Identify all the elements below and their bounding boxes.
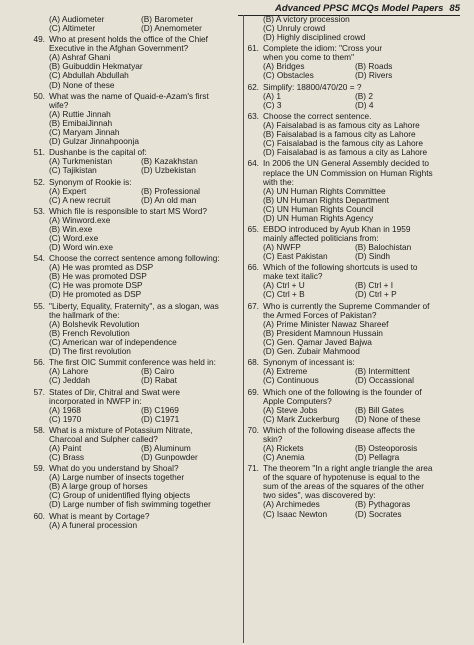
- question-text: The first OIC Summit conference was held in:: [49, 357, 216, 368]
- option: (C) Abdullah Abdullah: [49, 70, 129, 81]
- option: (B) Kazakhstan: [141, 156, 198, 167]
- option: (A) 1: [263, 90, 281, 101]
- option-row: [32, 196, 242, 205]
- question-item: [246, 426, 462, 462]
- header-title: Advanced PPSC MCQs Model Papers: [275, 3, 444, 14]
- question-text: Choose the correct sentence.: [263, 111, 372, 122]
- option: (C) Group of unidentified flying objects: [49, 490, 191, 501]
- question-text-continued: mainly affected politicians from:: [263, 233, 379, 244]
- option: (C) 3: [263, 99, 282, 110]
- option: (A) Large number of insects together: [49, 472, 185, 483]
- option: (D) C1971: [141, 413, 180, 424]
- option: (C) Mark Zuckerburg: [263, 413, 340, 424]
- question-item: [32, 512, 242, 530]
- question-number: 55.: [33, 300, 45, 311]
- question-text-continued: the Armed Forces of Pakistan?: [263, 309, 377, 320]
- question-number: 66.: [247, 262, 259, 273]
- option: (A) Ruttie Jinnah: [49, 108, 111, 119]
- option: (D) None of these: [355, 413, 421, 424]
- question-text: Synonym of Rookie is:: [49, 176, 132, 187]
- question-text: "Liberty, Equality, Fraternity", as a slogan, was: [49, 300, 219, 311]
- option: (A) Audiometer: [49, 14, 105, 24]
- left-column: [32, 15, 242, 532]
- option: (A) Winword.exe: [49, 214, 111, 225]
- question-item: [32, 207, 242, 252]
- question-text-continued: Apple Computers?: [263, 395, 332, 406]
- option: (C) He was promote DSP: [49, 280, 143, 291]
- option: (D) Sindh: [355, 251, 391, 262]
- question-number: 50.: [33, 90, 45, 101]
- question-number: 62.: [247, 81, 259, 92]
- option: (A) Bolshevik Revolution: [49, 318, 140, 329]
- option: (D) An old man: [141, 194, 197, 205]
- option: (C) Tajikistan: [49, 165, 97, 176]
- question-text: Simplify: 18800/470/20 = ?: [263, 81, 362, 92]
- question-text-continued: Executive in the Afghan Government?: [49, 43, 189, 54]
- option: (B) Intermittent: [355, 366, 410, 377]
- question-text: In 2006 the UN General Assembly decided to: [263, 158, 430, 169]
- option: (A) Faisalabad is as famous city as Lahore: [263, 120, 420, 131]
- question-number: 67.: [247, 300, 259, 311]
- question-item: [246, 44, 462, 80]
- option: (A) NWFP: [263, 242, 301, 253]
- question-number: 64.: [247, 158, 259, 169]
- question-item: [246, 112, 462, 157]
- question-text: Which file is responsible to start MS Word?: [49, 205, 208, 216]
- right-column: [246, 15, 462, 521]
- option: (D) Occassional: [355, 375, 415, 386]
- question-item: [32, 15, 242, 33]
- option: (B) Barometer: [141, 14, 194, 24]
- question-item: [246, 159, 462, 222]
- option-row: [246, 290, 462, 299]
- option: (B) Bill Gates: [355, 404, 404, 415]
- question-item: [246, 15, 462, 42]
- question-item: [246, 388, 462, 424]
- option: (C) 1970: [49, 413, 82, 424]
- option: (D) Ctrl + P: [355, 289, 397, 300]
- option: (C) Unruly crowd: [263, 23, 326, 34]
- option: (B) Pythagoras: [355, 499, 411, 510]
- question-text: What is a mixture of Potassium Nitrate,: [49, 424, 193, 435]
- option: (C) A new recruit: [49, 194, 111, 205]
- option-row: [32, 24, 242, 33]
- option-row: [32, 415, 242, 424]
- option: (B) Roads: [355, 61, 393, 72]
- option-row: [246, 376, 462, 385]
- question-item: [246, 358, 462, 385]
- option: (B) Balochistan: [355, 242, 412, 253]
- option-row: [246, 415, 462, 424]
- question-text: Which one of the following is the founder of: [263, 386, 422, 397]
- option-row: [32, 453, 242, 462]
- option: (C) Continuous: [263, 375, 319, 386]
- option-row: [246, 252, 462, 261]
- option: (C) Ctrl + B: [263, 289, 305, 300]
- option: (C) American war of independence: [49, 336, 177, 347]
- question-item: [32, 358, 242, 385]
- option: (A) Rickets: [263, 442, 304, 453]
- question-item: [32, 178, 242, 205]
- option: (A) Expert: [49, 185, 87, 196]
- question-item: [32, 388, 242, 424]
- option: (A) Ctrl + U: [263, 280, 305, 291]
- question-text: Synonym of incessant is:: [263, 357, 355, 368]
- question-text: Who is currently the Supreme Commander of: [263, 300, 430, 311]
- option: (B) French Revolution: [49, 327, 130, 338]
- question-number: 65.: [247, 223, 259, 234]
- option: (A) Paint: [49, 442, 82, 453]
- question-number: 52.: [33, 176, 45, 187]
- question-text: States of Dir, Chitral and Swat were: [49, 386, 180, 397]
- question-text: What was the name of Quaid-e-Azam's first: [49, 90, 209, 101]
- question-text-continued: wife?: [49, 99, 69, 110]
- question-text-continued: replace the UN Commission on Human Rights: [263, 167, 433, 178]
- question-text-continued: when you come to them": [263, 52, 355, 63]
- option: (A) Extreme: [263, 366, 308, 377]
- option: (D) None of these: [49, 79, 115, 90]
- question-text-continued: skin?: [263, 433, 283, 444]
- option: (B) C1969: [141, 404, 179, 415]
- option: (D) Pellagra: [355, 452, 400, 463]
- question-text: Complete the idiom: "Cross your: [263, 43, 383, 54]
- option: (B) UN Human Rights Department: [263, 194, 389, 205]
- question-item: [32, 464, 242, 509]
- question-item: [32, 426, 242, 462]
- question-text: What do you understand by Shoal?: [49, 463, 179, 474]
- question-number: 70.: [247, 424, 259, 435]
- option: (C) Maryam Jinnah: [49, 126, 120, 137]
- option: (D) Faisalabad is as famous a city as Lahore: [263, 147, 428, 158]
- question-text: What is meant by Cortage?: [49, 510, 150, 521]
- option: (D) Large number of fish swimming together: [49, 499, 211, 510]
- option: (A) Prime Minister Nawaz Shareef: [263, 318, 389, 329]
- option: (A) Bridges: [263, 61, 305, 72]
- option: (D) Socrates: [355, 508, 402, 519]
- option: (D) UN Human Rights Agency: [263, 212, 374, 223]
- question-item: [32, 302, 242, 356]
- option: (C) Gen. Qamar Javed Bajwa: [263, 336, 372, 347]
- option: (A) A funeral procession: [49, 519, 138, 530]
- option: (B) A victory procession: [263, 14, 350, 24]
- question-text: Which of the following shortcuts is used to: [263, 262, 418, 273]
- option: (C) Obstacles: [263, 70, 314, 81]
- option: (A) Turkmenistan: [49, 156, 113, 167]
- option: (D) Rivers: [355, 70, 393, 81]
- option: (D) Gulzar Jinnahpoonja: [49, 135, 139, 146]
- option: (D) Gen. Zubair Mahmood: [263, 345, 360, 356]
- option: (D) The first revolution: [49, 345, 131, 356]
- option: (D) Gunpowder: [141, 452, 198, 463]
- question-number: 61.: [247, 43, 259, 54]
- option: (C) Altimeter: [49, 23, 96, 34]
- question-number: 49.: [33, 34, 45, 45]
- option: (B) Faisalabad is a famous city as Lahore: [263, 129, 416, 140]
- option: (C) Jeddah: [49, 375, 91, 386]
- question-item: [32, 35, 242, 89]
- option: (A) 1968: [49, 404, 81, 415]
- option: (B) President Mamnoun Hussain: [263, 327, 383, 338]
- option: (A) UN Human Rights Committee: [263, 185, 386, 196]
- option: (B) Ctrl + I: [355, 280, 394, 291]
- question-item: [246, 302, 462, 356]
- option-row: [246, 510, 462, 519]
- option: (B) Professional: [141, 185, 201, 196]
- question-item: [32, 254, 242, 299]
- question-text-continued: sum of the areas of the squares of the other: [263, 481, 424, 492]
- option: (B) 2: [355, 90, 373, 101]
- option: (D) 4: [355, 99, 374, 110]
- question-text: The theorem "In a right angle triangle the area: [263, 463, 433, 474]
- option-row: [246, 71, 462, 80]
- question-text: Which of the following disease affects the: [263, 424, 416, 435]
- question-number: 51.: [33, 147, 45, 158]
- question-item: [246, 83, 462, 110]
- option: (C) Word.exe: [49, 233, 99, 244]
- option: (C) Brass: [49, 452, 85, 463]
- question-number: 57.: [33, 386, 45, 397]
- question-text-continued: two sides", was discovered by:: [263, 490, 376, 501]
- question-number: 63.: [247, 111, 259, 122]
- question-number: 59.: [33, 463, 45, 474]
- option: (B) Guibuddin Hekmatyar: [49, 61, 143, 72]
- question-text: Who at present holds the office of the Chief: [49, 34, 208, 45]
- option: (B) Aluminum: [141, 442, 191, 453]
- question-text-continued: the hallmark of the:: [49, 309, 120, 320]
- question-number: 60.: [33, 510, 45, 521]
- question-item: [246, 464, 462, 518]
- question-text-continued: incorporated in NWFP in:: [49, 395, 142, 406]
- option: (D) He promoted as DSP: [49, 289, 142, 300]
- option-row: [32, 166, 242, 175]
- option: (B) Cairo: [141, 366, 175, 377]
- option: (D) Word win.exe: [49, 242, 113, 253]
- question-text: EBDO introduced by Ayub Khan in 1959: [263, 223, 411, 234]
- option: (D) Anemometer: [141, 23, 202, 34]
- option: (B) EmibaiJinnah: [49, 117, 113, 128]
- page-number: 85: [449, 3, 460, 14]
- option: (A) He was promted as DSP: [49, 262, 154, 273]
- option-row: [246, 101, 462, 110]
- option: (C) East Pakistan: [263, 251, 328, 262]
- option: (D) Uzbekistan: [141, 165, 196, 176]
- question-number: 54.: [33, 253, 45, 264]
- option: (B) A large group of horses: [49, 481, 148, 492]
- option: (B) He was promoted DSP: [49, 271, 147, 282]
- question-number: 53.: [33, 205, 45, 216]
- question-number: 69.: [247, 386, 259, 397]
- question-text-continued: of the square of hypotenuse is equal to the: [263, 472, 420, 483]
- option: (C) Faisalabad is the famous city as Lahore: [263, 138, 424, 149]
- question-text-continued: make text italic?: [263, 271, 323, 282]
- option: (A) Ashraf Ghani: [49, 52, 111, 63]
- option-row: [246, 453, 462, 462]
- question-item: [32, 92, 242, 146]
- question-item: [246, 263, 462, 299]
- question-number: 71.: [247, 463, 259, 474]
- option: (D) Highly disciplined crowd: [263, 32, 366, 43]
- question-item: [32, 148, 242, 175]
- option: (C) UN Human Rights Council: [263, 203, 374, 214]
- option: (C) Anemia: [263, 452, 305, 463]
- question-item: [246, 225, 462, 261]
- question-text: Dushanbe is the capital of:: [49, 147, 147, 158]
- question-text-continued: Charcoal and Sulpher called?: [49, 433, 158, 444]
- option: (B) Win.exe: [49, 223, 93, 234]
- option: (B) Osteoporosis: [355, 442, 418, 453]
- question-number: 58.: [33, 424, 45, 435]
- column-divider: [243, 15, 244, 643]
- question-number: 68.: [247, 357, 259, 368]
- question-number: 56.: [33, 357, 45, 368]
- option: (A) Archimedes: [263, 499, 320, 510]
- question-text: Choose the correct sentence among following:: [49, 253, 220, 264]
- option-row: [32, 376, 242, 385]
- option: (D) Rabat: [141, 375, 177, 386]
- option: (C) Isaac Newton: [263, 508, 328, 519]
- option: (A) Steve Jobs: [263, 404, 318, 415]
- question-text-continued: with the:: [263, 176, 294, 187]
- option: (A) Lahore: [49, 366, 89, 377]
